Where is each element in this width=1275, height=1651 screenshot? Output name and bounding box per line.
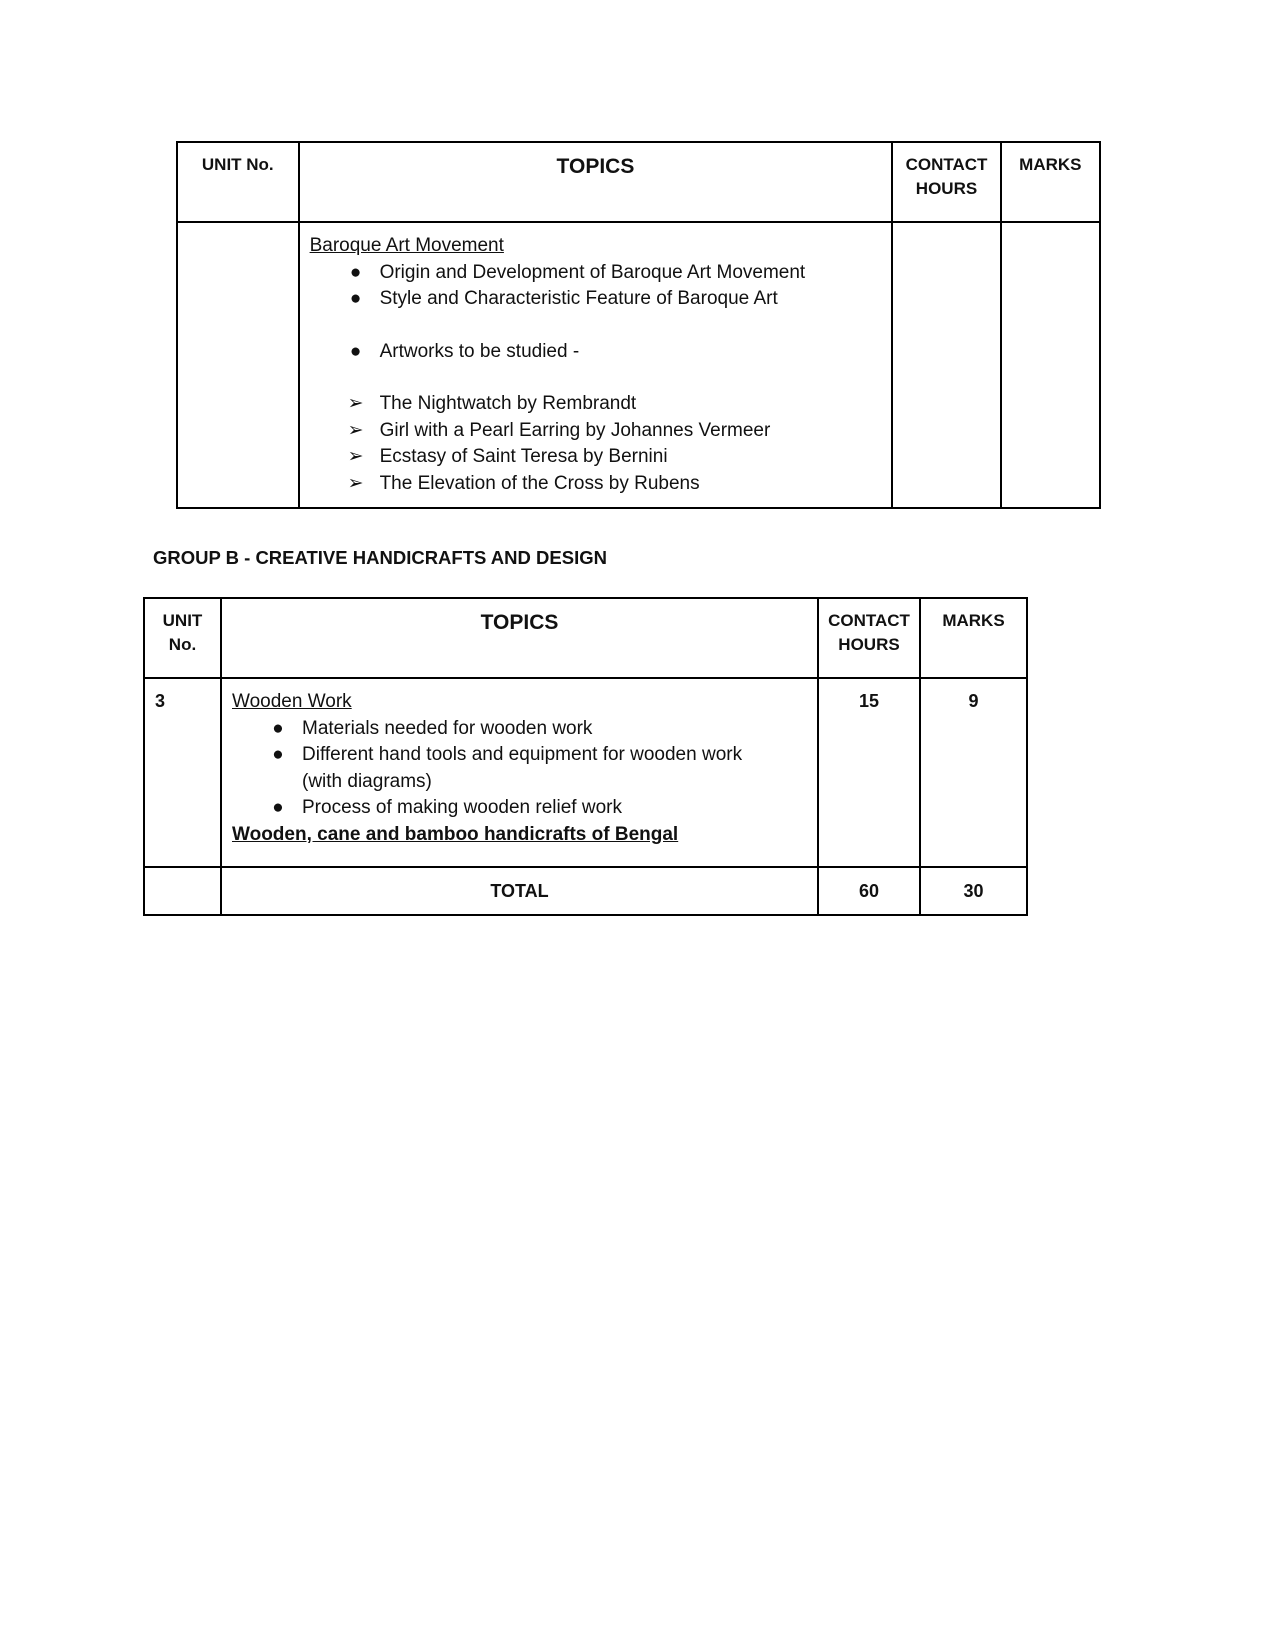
- header-unit-no: UNIT No.: [177, 142, 299, 222]
- bullet-icon: ●: [349, 340, 362, 362]
- total-contact-hours: 60: [818, 867, 920, 915]
- total-row: [144, 867, 1027, 915]
- contact-hours-cell: [892, 222, 1000, 508]
- header-unit-no: UNIT No.: [144, 598, 221, 678]
- header-marks: MARKS: [920, 598, 1027, 678]
- topics-cell: [299, 222, 893, 508]
- list-item: ➢ The Nightwatch by Rembrandt: [310, 391, 882, 418]
- topic-title: Wooden Work: [232, 691, 352, 712]
- header-contact-hours: CONTACT HOURS: [818, 598, 920, 678]
- list-item: ● Origin and Development of Baroque Art Movement: [310, 260, 882, 287]
- topic-title: Baroque Art Movement: [309, 235, 504, 256]
- syllabus-table-group-b: [143, 597, 1028, 916]
- list-item: ➢ Ecstasy of Saint Teresa by Bernini: [310, 444, 882, 471]
- header-marks: MARKS: [1001, 142, 1100, 222]
- table-row: [144, 678, 1027, 867]
- topic-subtitle: Wooden, cane and bamboo handicrafts of Bengal: [232, 823, 679, 845]
- list-item: ● Materials needed for wooden work: [232, 716, 807, 743]
- table-header-row: [177, 142, 1100, 222]
- table-header-row: [144, 598, 1027, 678]
- arrow-icon: ➢: [347, 446, 364, 467]
- group-b-title: GROUP B - CREATIVE HANDICRAFTS AND DESIGN: [153, 547, 607, 568]
- bullet-icon: ●: [349, 288, 362, 309]
- marks-cell: [1001, 222, 1100, 508]
- total-unit-cell: [144, 867, 221, 915]
- list-item: ● Style and Characteristic Feature of Baroque Art: [310, 286, 882, 313]
- list-item: ● Different hand tools and equipment for wooden work (with diagrams): [232, 742, 807, 795]
- total-label: TOTAL: [221, 867, 818, 915]
- header-contact-hours: CONTACT HOURS: [892, 142, 1000, 222]
- unit-cell: 3: [144, 678, 221, 867]
- list-item: ➢ Girl with a Pearl Earring by Johannes Vermeer: [310, 418, 882, 445]
- arrow-icon: ➢: [347, 419, 364, 441]
- list-item: ● Process of making wooden relief work: [232, 795, 807, 822]
- syllabus-table-group-a: [176, 141, 1101, 509]
- marks-cell: 9: [920, 678, 1027, 867]
- arrow-icon: ➢: [347, 472, 364, 494]
- topics-cell: [221, 678, 818, 867]
- list-item: ➢ The Elevation of the Cross by Rubens: [310, 471, 882, 498]
- bullet-icon: ●: [272, 744, 284, 765]
- bullet-icon: ●: [349, 261, 362, 283]
- contact-hours-cell: 15: [818, 678, 920, 867]
- header-topics: TOPICS: [299, 142, 893, 222]
- table-row: [177, 222, 1100, 508]
- bullet-icon: ●: [272, 797, 284, 818]
- arrow-icon: ➢: [347, 393, 364, 414]
- total-marks: 30: [920, 867, 1027, 915]
- bullet-icon: ●: [272, 717, 284, 739]
- unit-cell: [177, 222, 299, 508]
- header-topics: TOPICS: [221, 598, 818, 678]
- list-item: ● Artworks to be studied -: [310, 339, 882, 366]
